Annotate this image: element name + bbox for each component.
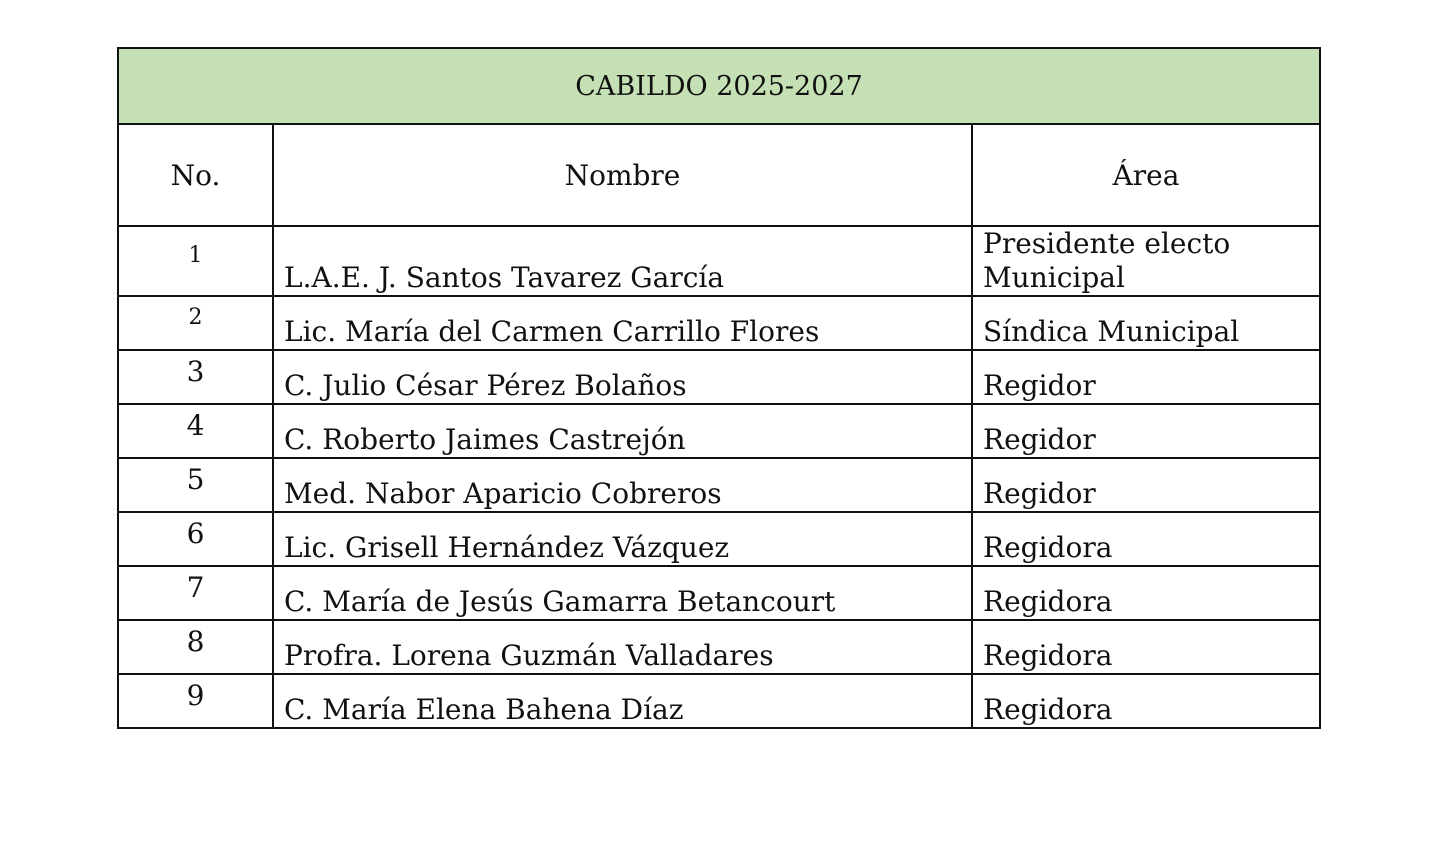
row-name: C. Roberto Jaimes Castrejón xyxy=(273,404,972,458)
row-name: Profra. Lorena Guzmán Valladares xyxy=(273,620,972,674)
row-name: Med. Nabor Aparicio Cobreros xyxy=(273,458,972,512)
row-number: 8 xyxy=(118,620,273,674)
row-name: Lic. María del Carmen Carrillo Flores xyxy=(273,296,972,350)
row-area-line1: Presidente electo xyxy=(983,227,1231,260)
row-name: C. Julio César Pérez Bolaños xyxy=(273,350,972,404)
row-area: Regidor xyxy=(972,458,1320,512)
header-name: Nombre xyxy=(273,124,972,226)
table-row xyxy=(118,350,1320,404)
row-number: 3 xyxy=(118,350,273,404)
table-title: CABILDO 2025-2027 xyxy=(118,48,1320,124)
row-number: 9 xyxy=(118,674,273,728)
table-row xyxy=(118,674,1320,728)
table-title-row xyxy=(118,48,1320,124)
row-number: 7 xyxy=(118,566,273,620)
table-row xyxy=(118,620,1320,674)
row-area: Regidora xyxy=(972,566,1320,620)
row-name: C. María Elena Bahena Díaz xyxy=(273,674,972,728)
row-area: Regidor xyxy=(972,350,1320,404)
cabildo-table-container xyxy=(117,47,1319,729)
row-number: 6 xyxy=(118,512,273,566)
table-row xyxy=(118,404,1320,458)
table-row xyxy=(118,226,1320,296)
header-no: No. xyxy=(118,124,273,226)
table-row xyxy=(118,566,1320,620)
table-header-row xyxy=(118,124,1320,226)
row-area: Regidora xyxy=(972,620,1320,674)
row-area: Regidora xyxy=(972,512,1320,566)
table-row xyxy=(118,512,1320,566)
row-name: C. María de Jesús Gamarra Betancourt xyxy=(273,566,972,620)
row-name: L.A.E. J. Santos Tavarez García xyxy=(273,226,972,296)
row-area: Síndica Municipal xyxy=(972,296,1320,350)
row-area xyxy=(972,226,1320,296)
row-area-line2: Municipal xyxy=(983,261,1125,294)
table-row xyxy=(118,458,1320,512)
row-area: Regidora xyxy=(972,674,1320,728)
row-number: 5 xyxy=(118,458,273,512)
row-area: Regidor xyxy=(972,404,1320,458)
cabildo-table xyxy=(117,47,1321,729)
row-name: Lic. Grisell Hernández Vázquez xyxy=(273,512,972,566)
row-number: 4 xyxy=(118,404,273,458)
row-number: 2 xyxy=(118,296,273,350)
row-number: 1 xyxy=(118,226,273,296)
header-area: Área xyxy=(972,124,1320,226)
table-row xyxy=(118,296,1320,350)
